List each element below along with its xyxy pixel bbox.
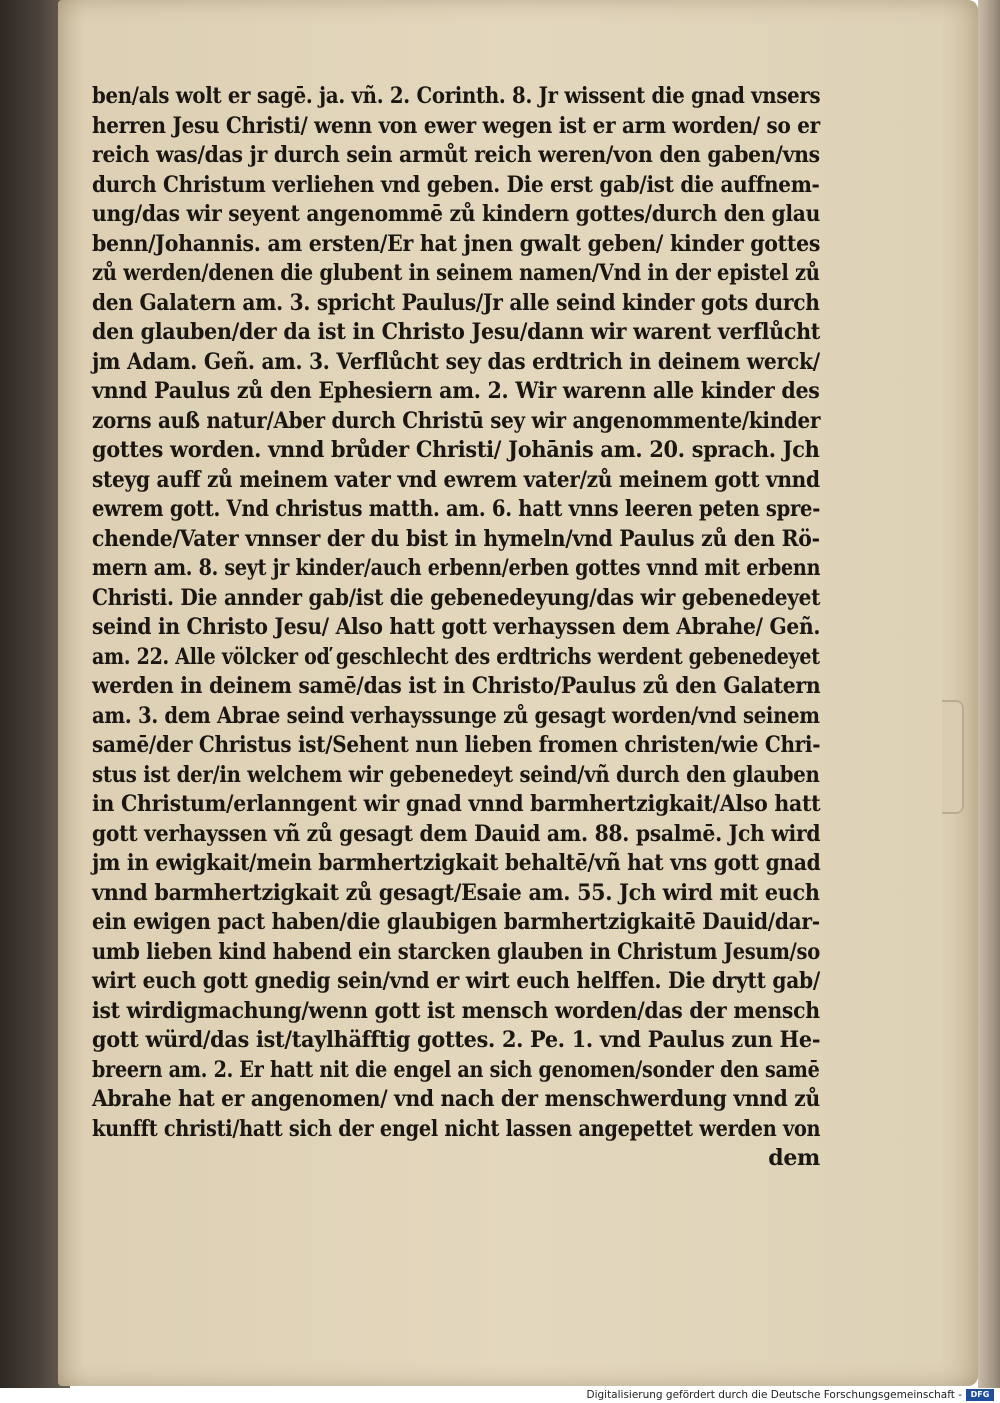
text-line: breern am. 2. Er hatt nit die engel an sich genomen/sonder den samē [92, 1056, 820, 1083]
text-line: vnnd barmhertzigkait zů gesagt/Esaie am. 55. Jch wird mit euch [92, 879, 820, 906]
text-line: ben/als wolt er sagē. ja. vñ. 2. Corinth. 8. Jr wissent die gnad vnsers [92, 83, 821, 109]
text-line: herren Jesu Christi/ wenn von ewer wegen ist er arm worden/ so er [92, 112, 820, 139]
text-line: samē/der Christus ist/Sehent nun lieben fromen christen/wie Chri- [92, 732, 821, 758]
text-line: jm Adam. Geñ. am. 3. Verflůcht sey das erdtrich in deinem werck/ [92, 348, 820, 375]
text-line: seind in Christo Jesu/ Also hatt gott verhayssen dem Abrahe/ Geñ. [92, 614, 821, 640]
text-line: ewrem gott. Vnd christus matth. am. 6. hatt vnns leeren peten spre- [92, 496, 821, 522]
text-line: zů werden/denen die glubent in seinem namen/Vnd in der epistel zů [92, 260, 820, 286]
dfg-logo-icon: DFG [966, 1389, 994, 1401]
text-line: gott verhayssen vñ zů gesagt dem Dauid am. 88. psalmē. Jch wird [92, 820, 821, 847]
text-line: gott würd/das ist/taylhäfftig gottes. 2. Pe. 1. vnd Paulus zun He- [92, 1027, 821, 1053]
text-line: den Galatern am. 3. spricht Paulus/Jr alle seind kinder gots durch [92, 289, 820, 316]
page-clip [942, 700, 964, 814]
text-line: steyg auff zů meinem vater vnd ewrem vater/zů meinem gott vnnd [92, 466, 820, 493]
text-line: dem [768, 1145, 820, 1171]
text-line: am. 22. Alle völcker oď geschlecht des erdtrichs werdent gebenedeyet [92, 643, 820, 670]
text-line: jm in ewigkait/mein barmhertzigkait behaltē/vñ hat vns gott gnad [92, 850, 821, 876]
text-line: ist wirdigmachung/wenn gott ist mensch worden/das der mensch [92, 997, 820, 1024]
text-line: in Christum/erlanngent wir gnad vnnd barmhertzigkait/Also hatt [92, 791, 821, 817]
text-line: kunfft christi/hatt sich der engel nicht lassen angepettet werden von [92, 1115, 821, 1142]
text-line: durch Christum verliehen vnd geben. Die erst gab/ist die auffnem- [92, 171, 820, 198]
text-line: Christi. Die annder gab/ist die gebenedeyung/das wir gebenedeyet [92, 584, 821, 611]
text-line: gottes worden. vnnd brůder Christi/ Johānis am. 20. sprach. Jch [92, 437, 820, 463]
text-line: Abrahe hat er angenomen/ vnd nach der menschwerdung vnnd zů [92, 1086, 820, 1112]
text-line: werden in deinem samē/das ist in Christo/Paulus zů den Galatern [92, 673, 821, 699]
text-line: am. 3. dem Abrae seind verhayssunge zů gesagt worden/vnd seinem [92, 702, 820, 729]
text-line: umb lieben kind habend ein starcken glauben in Christum Jesum/so [92, 938, 820, 965]
text-line: stus ist der/in welchem wir gebenedeyt seind/vñ durch den glauben [92, 761, 820, 788]
text-line: den glauben/der da ist in Christo Jesu/dann wir warent verflůcht [92, 319, 821, 345]
text-line: reich was/das jr durch sein armůt reich weren/von den gaben/vns [92, 142, 820, 168]
text-line: ein ewigen pact haben/die glaubigen barmhertzigkaitē Dauid/dar- [92, 909, 820, 935]
text-line: wirt euch gott gnedig sein/vnd er wirt euch helffen. Die drytt gab/ [92, 968, 820, 994]
page-text [92, 82, 820, 1174]
scan-right-edge [978, 0, 1000, 1388]
text-line: chende/Vater vnnser der du bist in hymeln/vnd Paulus zů den Rö- [92, 525, 820, 552]
text-line: zorns auß natur/Aber durch Christū sey wir angenommente/kinder [92, 407, 821, 434]
text-line: ung/das wir seyent angenommē zů kindern gottes/durch den glau [92, 201, 821, 227]
footer-bar [0, 1388, 1000, 1403]
text-line: benn/Johannis. am ersten/Er hat jnen gwalt geben/ kinder gottes [92, 230, 821, 257]
text-line: vnnd Paulus zů den Ephesiern am. 2. Wir warenn alle kinder des [92, 378, 820, 404]
text-line: mern am. 8. seyt jr kinder/auch erbenn/erben gottes vnnd mit erbenn [92, 555, 821, 581]
funding-notice: Digitalisierung gefördert durch die Deutsche Forschungsgemeinschaft - [586, 1389, 962, 1401]
